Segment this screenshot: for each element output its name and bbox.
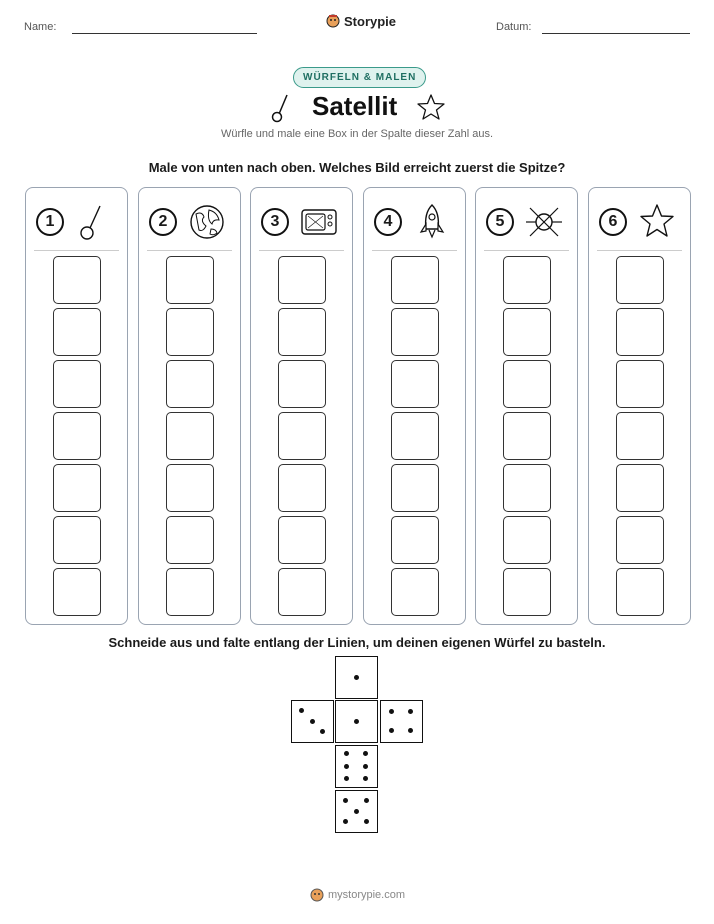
color-box[interactable] (616, 308, 664, 356)
color-box[interactable] (616, 464, 664, 512)
dice-face-6 (335, 745, 378, 788)
brand-logo (326, 13, 396, 29)
name-label: Name: (24, 21, 57, 33)
date-label: Datum: (496, 21, 532, 33)
color-box[interactable] (278, 516, 326, 564)
star-icon (637, 202, 677, 242)
dice-pip (364, 819, 369, 824)
color-box[interactable] (166, 568, 214, 616)
dice-pip (364, 798, 369, 803)
color-box[interactable] (391, 256, 439, 304)
color-box[interactable] (503, 516, 551, 564)
color-box[interactable] (278, 412, 326, 460)
color-box[interactable] (53, 516, 101, 564)
dice-pip (354, 719, 359, 724)
column-number: 6 (599, 208, 627, 236)
dice-pip (389, 728, 394, 733)
color-box[interactable] (53, 256, 101, 304)
storypie-mascot-icon (310, 887, 324, 903)
column-divider (259, 250, 344, 251)
dice-pip (344, 776, 349, 781)
color-box[interactable] (278, 568, 326, 616)
cut-instruction: Schneide aus und falte entlang der Linien, um deinen eigenen Würfel zu basteln. (108, 635, 606, 650)
rocket-icon (412, 202, 452, 242)
color-box[interactable] (53, 464, 101, 512)
activity-badge: WÜRFELN & MALEN (293, 67, 426, 88)
dice-pip (320, 729, 325, 734)
subtitle: Würfle und male eine Box in der Spalte dieser Zahl aus. (220, 128, 494, 140)
dice-pip (363, 751, 368, 756)
column-header (589, 188, 690, 250)
color-box[interactable] (616, 256, 664, 304)
column-2 (138, 187, 241, 625)
color-box[interactable] (616, 360, 664, 408)
column-1 (25, 187, 128, 625)
color-box[interactable] (166, 412, 214, 460)
dice-pip (408, 709, 413, 714)
dice-pip (343, 819, 348, 824)
dice-face-5 (335, 790, 378, 833)
color-box[interactable] (166, 464, 214, 512)
color-box[interactable] (616, 412, 664, 460)
column-header (251, 188, 352, 250)
color-box[interactable] (53, 568, 101, 616)
footer-url: mystorypie.com (328, 889, 406, 901)
color-box[interactable] (616, 516, 664, 564)
column-number: 2 (149, 208, 177, 236)
star-icon (416, 93, 446, 121)
footer (310, 887, 405, 903)
magnifier-icon (270, 92, 296, 124)
color-box[interactable] (616, 568, 664, 616)
color-box[interactable] (53, 308, 101, 356)
dice-face-1 (335, 656, 378, 699)
column-header (476, 188, 577, 250)
column-header (26, 188, 127, 250)
color-box[interactable] (278, 256, 326, 304)
column-3 (250, 187, 353, 625)
dice-face-4 (380, 700, 423, 743)
magnifier-icon (74, 202, 114, 242)
page-title: Satellit (312, 91, 398, 121)
color-box[interactable] (391, 412, 439, 460)
column-divider (34, 250, 119, 251)
color-box[interactable] (391, 516, 439, 564)
color-box[interactable] (53, 360, 101, 408)
dice-pip (354, 809, 359, 814)
color-box[interactable] (391, 464, 439, 512)
date-line[interactable] (542, 33, 690, 34)
column-4 (363, 187, 466, 625)
brand-name: Storypie (344, 13, 397, 29)
dice-pip (363, 776, 368, 781)
satellite-icon (524, 202, 564, 242)
color-box[interactable] (503, 308, 551, 356)
color-box[interactable] (53, 412, 101, 460)
color-box[interactable] (278, 464, 326, 512)
name-line[interactable] (72, 33, 257, 34)
dice-pip (344, 764, 349, 769)
dice-pip (363, 764, 368, 769)
instruction: Male von unten nach oben. Welches Bild erreicht zuerst die Spitze? (148, 160, 566, 175)
dice-pip (408, 728, 413, 733)
color-box[interactable] (503, 412, 551, 460)
dice-face-3 (291, 700, 334, 743)
column-5 (475, 187, 578, 625)
dice-pip (344, 751, 349, 756)
column-header (364, 188, 465, 250)
column-divider (597, 250, 682, 251)
color-box[interactable] (166, 308, 214, 356)
column-number: 5 (486, 208, 514, 236)
column-number: 4 (374, 208, 402, 236)
column-divider (484, 250, 569, 251)
dice-pip (389, 709, 394, 714)
column-header (139, 188, 240, 250)
tv-icon (299, 202, 339, 242)
dice-pip (310, 719, 315, 724)
column-number: 3 (261, 208, 289, 236)
color-box[interactable] (503, 464, 551, 512)
earth-icon (187, 202, 227, 242)
color-box[interactable] (503, 568, 551, 616)
color-box[interactable] (391, 308, 439, 356)
color-box[interactable] (503, 360, 551, 408)
color-box[interactable] (503, 256, 551, 304)
dice-pip (299, 708, 304, 713)
color-box[interactable] (166, 516, 214, 564)
dice-face-1 (335, 700, 378, 743)
column-divider (372, 250, 457, 251)
color-box[interactable] (166, 360, 214, 408)
color-box[interactable] (278, 308, 326, 356)
column-number: 1 (36, 208, 64, 236)
column-6 (588, 187, 691, 625)
dice-pip (354, 675, 359, 680)
color-box[interactable] (391, 360, 439, 408)
color-box[interactable] (278, 360, 326, 408)
dice-pip (343, 798, 348, 803)
storypie-mascot-icon (326, 13, 340, 29)
color-box[interactable] (391, 568, 439, 616)
column-divider (147, 250, 232, 251)
color-box[interactable] (166, 256, 214, 304)
